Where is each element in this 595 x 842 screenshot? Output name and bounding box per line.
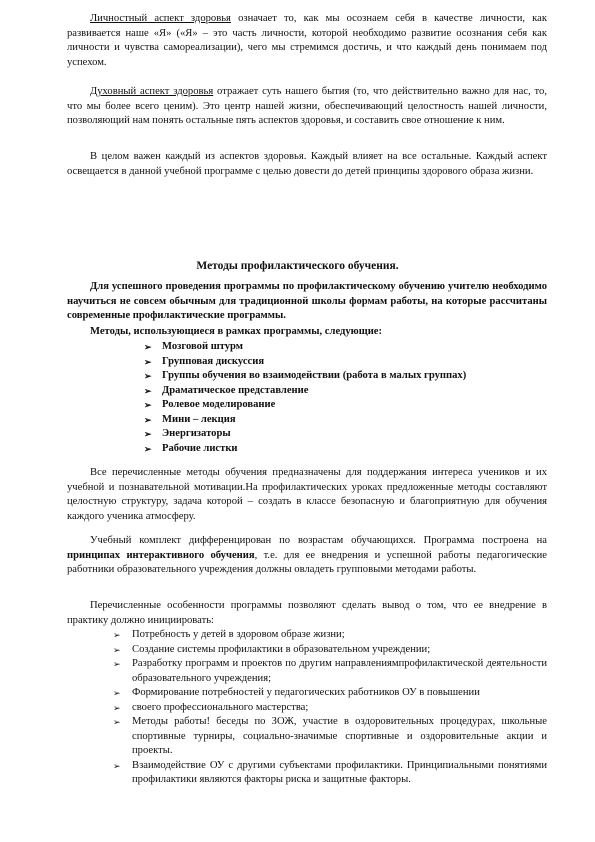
text-spiritual-aspect: отражает суть нашего бытия (то, что действительно важно для нас, то, что мы более всего ценим). Это центр нашей жизни, обеспечивающий целостность нашей личности, позволяющий нам понять остальные пять аспектов здоровья, и составить свое отношение к ним. <box>67 86 547 126</box>
term-personal-aspect: Личностный аспект здоровья <box>90 13 231 24</box>
list-item: ➢ Потребность у детей в здоровом образе жизни; <box>132 628 547 643</box>
arrow-bullet-icon: ➢ <box>144 400 152 410</box>
list-item: ➢ своего профессионального мастерства; <box>132 701 547 716</box>
term-interactive-learning: принципах интерактивного обучения <box>67 549 255 561</box>
text-personal-aspect: означает то, как мы осознаем себя в качестве личности, как развивается наше «Я» («Я» – это часть личности, которой необходимо развитие осознания себя как личности и чувства самореализации), чего мы стремимся достичь, и что каждый день понимаем под успехом. <box>67 13 548 68</box>
paragraph-interactive-learning: Учебный комплект дифференцирован по возрастам обучающихся. Программа построена на принципах интерактивного обучения, т.е. для ее внедрения и успешной работы педагогические работники образовательного учреждения должны овладеть групповыми методами работы. <box>67 535 548 575</box>
arrow-bullet-icon: ➢ <box>113 644 121 655</box>
list-item: ➢ Групповая дискуссия <box>162 355 542 370</box>
paragraph-program-features: Перечисленные особенности программы позволяют сделать вывод о том, что ее внедрение в практику должно инициировать: <box>67 600 547 626</box>
list-item: ➢ Взаимодействие ОУ с другими субъектами профилактики. Принципиальными понятиями профилактики являются факторы риска и защитные факторы. <box>113 759 547 785</box>
paragraph-personal-aspect <box>67 12 547 70</box>
arrow-bullet-icon: ➢ <box>113 630 121 640</box>
arrow-bullet-icon: ➢ <box>144 414 152 425</box>
paragraph-methods-purpose: Все перечисленные методы обучения предназначены для поддержания интереса учеников и их учебной и познавательной мотивации.На профилактических уроках предложенные методы составляют целостную структуру, задача которой – создать в классе безопасную и благоприятную для обучения каждого ученика атмосферу. <box>67 467 547 522</box>
list-item: ➢ Рабочие листки <box>162 442 542 457</box>
arrow-bullet-icon: ➢ <box>113 659 121 669</box>
paragraph-methods-lead: Для успешного проведения программы по профилактическому обучению учителю необходимо научиться не совсем обычным для традиционной школы формам работы, на которые рассчитаны современные профилактические программы. <box>67 281 547 321</box>
arrow-bullet-icon: ➢ <box>113 702 121 713</box>
arrow-bullet-icon: ➢ <box>144 385 152 396</box>
list-item: ➢ Создание системы профилактики в образовательном учреждении; <box>132 643 547 658</box>
arrow-bullet-icon: ➢ <box>144 371 152 381</box>
list-item: ➢ Методы работы! беседы по ЗОЖ, участие в оздоровительных процедурах, школьные спортивные турниры, социально-значимые спортивные и оздоровительные акции и проекты. <box>113 716 547 756</box>
paragraph-methods-intro: Методы, использующиеся в рамках программы, следующие: <box>90 326 383 337</box>
list-item: ➢ Группы обучения во взаимодействии (работа в малых группах) <box>162 369 542 384</box>
list-item: ➢ Формирование потребностей у педагогических работников ОУ в повышении <box>132 686 547 701</box>
list-item: ➢ Драматическое представление <box>162 384 542 399</box>
list-item: ➢ Мини – лекция <box>162 413 542 428</box>
paragraph-spiritual-aspect <box>67 85 547 129</box>
methods-list <box>144 340 542 456</box>
arrow-bullet-icon: ➢ <box>144 356 152 367</box>
term-spiritual-aspect: Духовный аспект здоровья <box>90 86 214 97</box>
effects-list <box>113 628 547 788</box>
section-title: Методы профилактического обучения. <box>196 260 399 272</box>
arrow-bullet-icon: ➢ <box>144 429 152 439</box>
arrow-bullet-icon: ➢ <box>113 760 121 771</box>
arrow-bullet-icon: ➢ <box>144 342 152 352</box>
list-item: ➢ Разработку программ и проектов по другим направлениямпрофилактической деятельности образовательного учреждения; <box>113 658 547 684</box>
arrow-bullet-icon: ➢ <box>113 717 121 727</box>
arrow-bullet-icon: ➢ <box>144 443 152 454</box>
paragraph-aspects-summary: В целом важен каждый из аспектов здоровья. Каждый влияет на все остальные. Каждый аспект освещается в данной учебной программе с целью довести до детей принципы здорового образа жизни. <box>67 151 547 177</box>
list-item: ➢ Мозговой штурм <box>162 340 542 355</box>
list-item: ➢ Ролевое моделирование <box>162 398 542 413</box>
list-item: ➢ Энергизаторы <box>162 427 542 442</box>
arrow-bullet-icon: ➢ <box>113 688 121 698</box>
